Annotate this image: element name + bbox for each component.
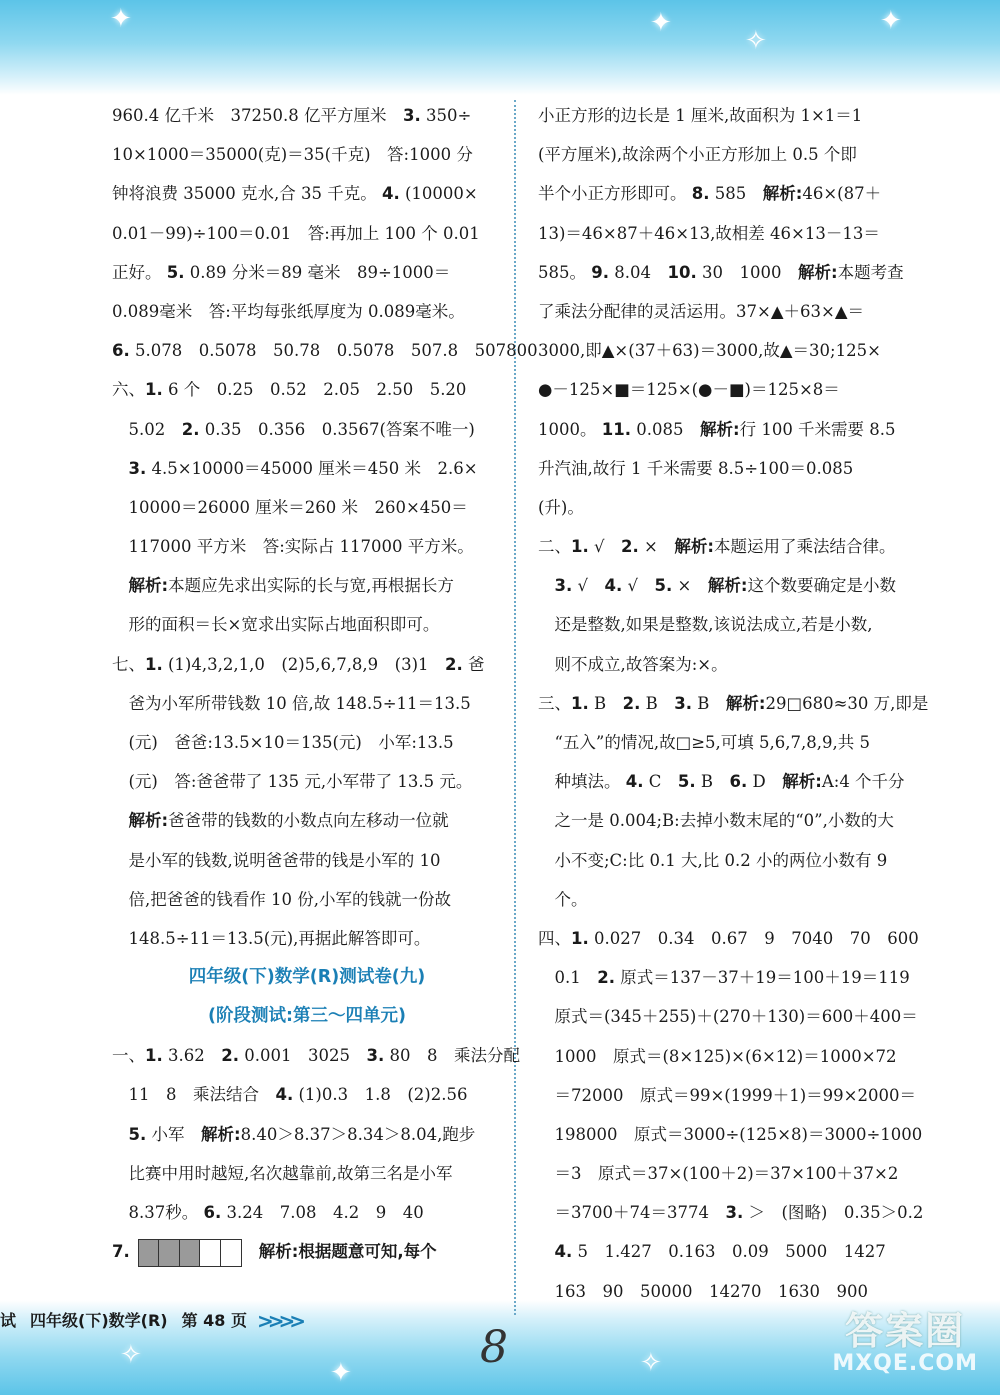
section-title: 四年级(下)数学(R)测试卷(九) <box>188 967 426 988</box>
answer-line: 8.37秒。 6. 3.24 7.08 4.2 9 40 <box>112 1202 424 1222</box>
answer-line: 6. 5.078 0.5078 50.78 0.5078 507.8 507800 <box>112 341 538 361</box>
left-answers-part2 <box>112 1036 520 1232</box>
shaded-grid-figure <box>139 1233 242 1272</box>
answer-line: ＝3 原式＝37×(100＋2)＝37×100＋37×2 <box>538 1164 899 1184</box>
answer-line: 3000,即▲×(37＋63)＝3000,故▲＝30;125× <box>538 341 881 361</box>
answer-line: (平方厘米),故涂两个小正方形加上 0.5 个即 <box>538 145 857 165</box>
answer-line: 960.4 亿千米 37250.8 亿平方厘米 3. 350÷ <box>112 106 472 125</box>
q7-label: 7. <box>112 1242 130 1262</box>
section-subtitle: (阶段测试:第三～四单元) <box>208 1006 406 1027</box>
answer-line: 个。 <box>538 889 588 909</box>
answer-line: (元) 答:爸爸带了 135 元,小军带了 13.5 元。 <box>112 772 473 792</box>
footer-page: 第 48 页 <box>181 1311 248 1330</box>
answer-line: 正好。 5. 0.89 分米＝89 毫米 89÷1000＝ <box>112 262 451 282</box>
answer-line: 小正方形的边长是 1 厘米,故面积为 1×1＝1 <box>538 106 863 125</box>
sparkle-icon: ✦ <box>650 8 672 38</box>
right-column <box>538 96 938 1311</box>
left-answers-part1 <box>112 96 538 958</box>
answer-line: 四、1. 0.027 0.34 0.67 9 7040 70 600 <box>538 928 919 948</box>
answer-line: 原式＝(345＋255)＋(270＋130)＝600＋400＝ <box>538 1007 918 1027</box>
answer-line: 148.5÷11＝13.5(元),再据此解答即可。 <box>112 928 431 948</box>
answer-line: 163 90 50000 14270 1630 900 <box>538 1281 868 1301</box>
answer-line: 4. 5 1.427 0.163 0.09 5000 1427 <box>554 1242 886 1262</box>
page-footer <box>0 1306 300 1336</box>
answer-line: 3. √ 4. √ 5. × 解析:这个数要确定是小数 <box>554 576 896 596</box>
answer-line: 198000 原式＝3000÷(125×8)＝3000÷1000 <box>538 1124 923 1144</box>
answer-line: ●－125×■＝125×(●－■)＝125×8＝ <box>538 380 840 400</box>
answer-line: 二、1. √ 2. × 解析:本题运用了乘法结合律。 <box>538 537 896 557</box>
answer-line: 0.1 2. 原式＝137－37＋19＝100＋19＝119 <box>538 968 910 988</box>
answer-line: 1000 原式＝(8×125)×(6×12)＝1000×72 <box>538 1046 897 1066</box>
watermark-url: MXQE.COM <box>832 1351 978 1376</box>
answer-line: 七、1. (1)4,3,2,1,0 (2)5,6,7,8,9 (3)1 2. 爸 <box>112 654 485 674</box>
answer-line: 三、1. B 2. B 3. B 解析:29□680≈30 万,即是 <box>538 693 929 713</box>
answer-line: 了乘法分配律的灵活运用。37×▲＋63×▲＝ <box>538 301 865 321</box>
answer-line: 0.089毫米 答:平均每张纸厚度为 0.089毫米。 <box>112 301 465 321</box>
answer-line: 六、1. 6 个 0.25 0.52 2.05 2.50 5.20 <box>112 380 467 400</box>
answer-line: “五入”的情况,故□≥5,可填 5,6,7,8,9,共 5 <box>538 733 870 752</box>
answer-line: 则不成立,故答案为:×。 <box>538 654 728 674</box>
right-answers <box>538 96 938 1311</box>
watermark <box>832 1300 978 1376</box>
answer-line: 解析:本题应先求出实际的长与宽,再根据长方 <box>128 576 454 596</box>
answer-line: 是小军的钱数,说明爸爸带的钱是小军的 10 <box>112 850 441 870</box>
section-heading <box>112 958 502 1036</box>
answer-line: (元) 爸爸:13.5×10＝135(元) 小军:13.5 <box>112 733 454 752</box>
sparkle-icon: ✦ <box>110 4 132 34</box>
answer-line-q7 <box>112 1232 502 1271</box>
handwritten-page-number: 8 <box>480 1322 508 1373</box>
sparkle-icon: ✧ <box>745 26 767 56</box>
answer-line: 0.01－99)÷100＝0.01 答:再加上 100 个 0.01 <box>112 223 480 243</box>
answer-line: 10000＝26000 厘米＝260 米 260×450＝ <box>112 497 468 517</box>
sparkle-icon: ✦ <box>880 6 902 36</box>
answer-line: 一、1. 3.62 2. 0.001 3025 3. 80 8 乘法分配 <box>112 1046 520 1066</box>
answer-line: 117000 平方米 答:实际占 117000 平方米。 <box>112 537 474 557</box>
q7-text: 解析:根据题意可知,每个 <box>258 1242 437 1262</box>
answer-line: 钟将浪费 35000 克水,合 35 千克。 4. (10000× <box>112 184 478 204</box>
footer-book: 四年级(下)数学(R) <box>30 1311 168 1330</box>
answer-line: 小不变;C:比 0.1 大,比 0.2 小的两位小数有 9 <box>538 850 888 870</box>
answer-line: 5.02 2. 0.35 0.356 0.3567(答案不唯一) <box>112 419 475 439</box>
watermark-logo-text: 答案圈 <box>845 1309 966 1353</box>
answer-line: 升汽油,故行 1 千米需要 8.5÷100＝0.085 <box>538 458 854 478</box>
column-divider <box>514 100 516 1315</box>
sparkle-icon: ✧ <box>120 1340 142 1370</box>
answer-line: 585。 9. 8.04 10. 30 1000 解析:本题考查 <box>538 262 904 282</box>
answer-line: 爸为小军所带钱数 10 倍,故 148.5÷11＝13.5 <box>112 693 471 713</box>
footer-prefix: 试 <box>0 1311 17 1330</box>
left-column <box>112 96 538 1271</box>
answer-line: 1000。 11. 0.085 解析:行 100 千米需要 8.5 <box>538 419 896 439</box>
answer-line: 半个小正方形即可。 8. 585 解析:46×(87＋ <box>538 184 882 204</box>
answer-line: 还是整数,如果是整数,该说法成立,若是小数, <box>538 615 873 635</box>
answer-line: 解析:爸爸带的钱数的小数点向左移动一位就 <box>128 811 449 831</box>
answer-line: 比赛中用时越短,名次越靠前,故第三名是小军 <box>112 1163 453 1183</box>
answer-line: 种填法。 4. C 5. B 6. D 解析:A:4 个千分 <box>538 772 905 792</box>
arrow-icon: >>>> <box>257 1309 301 1333</box>
answer-line: ＝3700＋74＝3774 3. ＞ (图略) 0.35＞0.2 <box>538 1203 924 1223</box>
answer-line: 10×1000＝35000(克)＝35(千克) 答:1000 分 <box>112 145 473 165</box>
answer-line: 13)＝46×87＋46×13,故相差 46×13－13＝ <box>538 223 880 243</box>
answer-line: 11 8 乘法结合 4. (1)0.3 1.8 (2)2.56 <box>112 1085 468 1105</box>
sparkle-icon: ✧ <box>640 1348 662 1378</box>
answer-line: 之一是 0.004;B:去掉小数末尾的“0”,小数的大 <box>538 811 894 831</box>
answer-line: 形的面积＝长×宽求出实际占地面积即可。 <box>112 615 440 635</box>
top-decorative-band <box>0 0 1000 95</box>
answer-line: 倍,把爸爸的钱看作 10 份,小军的钱就一份故 <box>112 889 451 909</box>
answer-line: (升)。 <box>538 497 584 517</box>
answer-line: 5. 小军 解析:8.40＞8.37＞8.34＞8.04,跑步 <box>128 1124 476 1144</box>
answer-line: 3. 4.5×10000＝45000 厘米＝450 米 2.6× <box>128 458 478 478</box>
answer-line: ＝72000 原式＝99×(1999＋1)＝99×2000＝ <box>538 1085 916 1105</box>
sparkle-icon: ✦ <box>330 1358 352 1388</box>
